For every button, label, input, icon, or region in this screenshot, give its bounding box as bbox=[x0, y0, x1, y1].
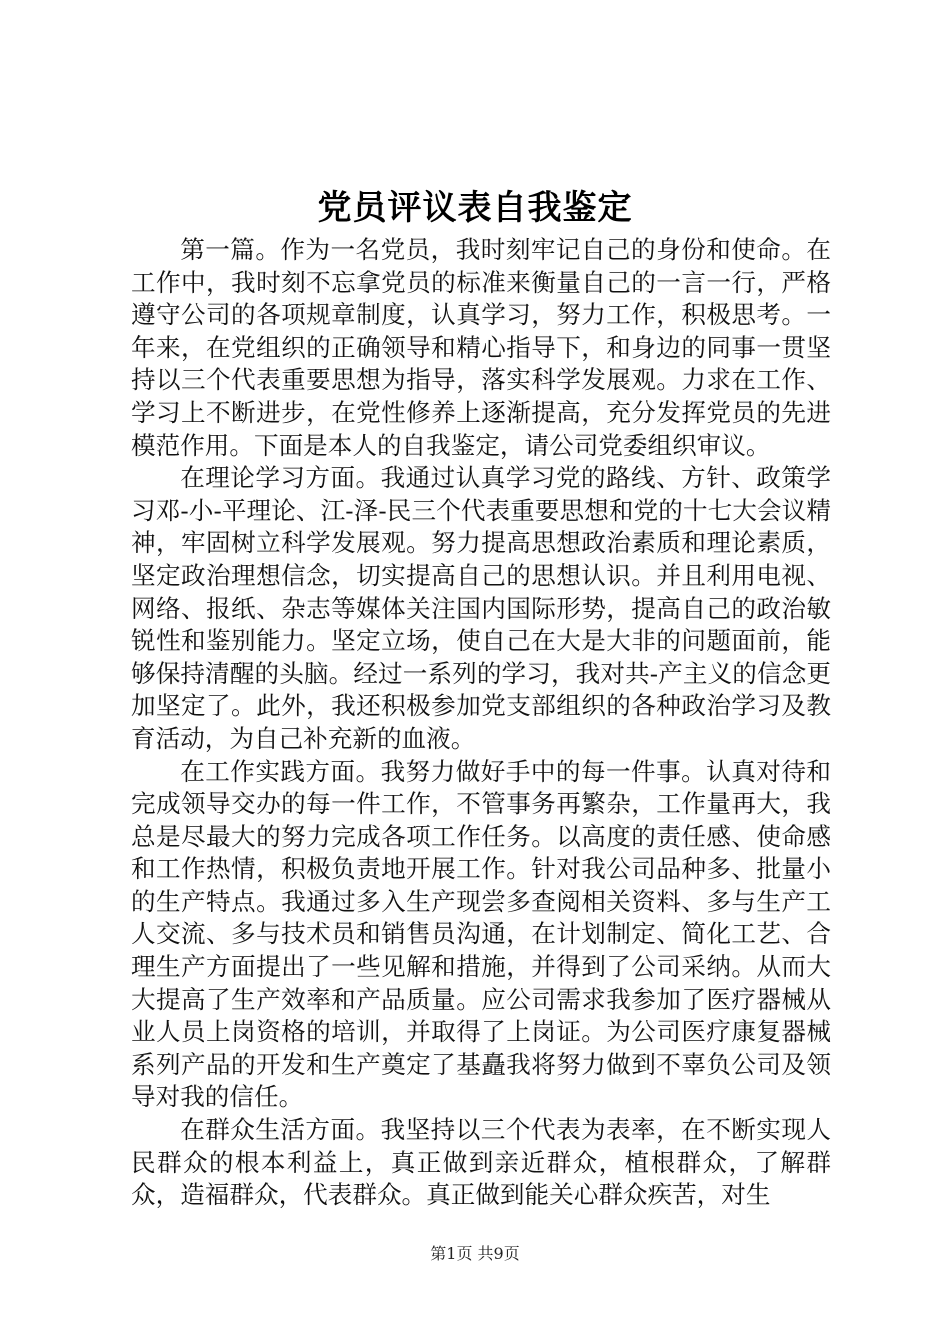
paragraph-2: 在理论学习方面。我通过认真学习党的路线、方针、政策学习邓-小-平理论、江-泽-民三个代表重要思想和党的十七大会议精神，牢固树立科学发展观。努力提高思想政治素质和理论素质，坚定政治理想信念，切实提高自己的思想认识。并且利用电视、网络、报纸、杂志等媒体关注国内国际形势，提高自己的政治敏锐性和鉴别能力。坚定立场，使自己在大是大非的问题面前，能够保持清醒的头脑。经过一系列的学习，我对共-产主义的信念更加坚定了。此外，我还积极参加党支部组织的各种政治学习及教育活动，为自己补充新的血液。 bbox=[131, 463, 831, 753]
page-footer: 第1页 共9页 bbox=[430, 1244, 520, 1263]
paragraph-1: 第一篇。作为一名党员，我时刻牢记自己的身份和使命。在工作中，我时刻不忘拿党员的标准来衡量自己的一言一行，严格遵守公司的各项规章制度，认真学习，努力工作，积极思考。一年来，在党组织的正确领导和精心指导下，和身边的同事一贯坚持以三个代表重要思想为指导，落实科学发展观。力求在工作、学习上不断进步，在党性修养上逐渐提高，充分发挥党员的先进模范作用。下面是本人的自我鉴定，请公司党委组织审议。 bbox=[131, 235, 831, 460]
document-body bbox=[131, 234, 831, 1212]
document-title: 党员评议表自我鉴定 bbox=[317, 188, 633, 228]
paragraph-3: 在工作实践方面。我努力做好手中的每一件事。认真对待和完成领导交办的每一件工作，不管事务再繁杂，工作量再大，我总是尽最大的努力完成各项工作任务。以高度的责任感、使命感和工作热情，积极负责地开展工作。针对我公司品种多、批量小的生产特点。我通过多入生产现尝多查阅相关资料、多与生产工人交流、多与技术员和销售员沟通，在计划制定、简化工艺、合理生产方面提出了一些见解和措施，并得到了公司采纳。从而大大提高了生产效率和产品质量。应公司需求我参加了医疗器械从业人员上岗资格的培训，并取得了上岗证。为公司医疗康复器械系列产品的开发和生产奠定了基矗我将努力做到不辜负公司及领导对我的信任。 bbox=[131, 756, 831, 1112]
paragraph-4: 在群众生活方面。我坚持以三个代表为表率，在不断实现人民群众的根本利益上，真正做到亲近群众，植根群众，了解群众，造福群众，代表群众。真正做到能关心群众疾苦，对生 bbox=[131, 1115, 831, 1210]
